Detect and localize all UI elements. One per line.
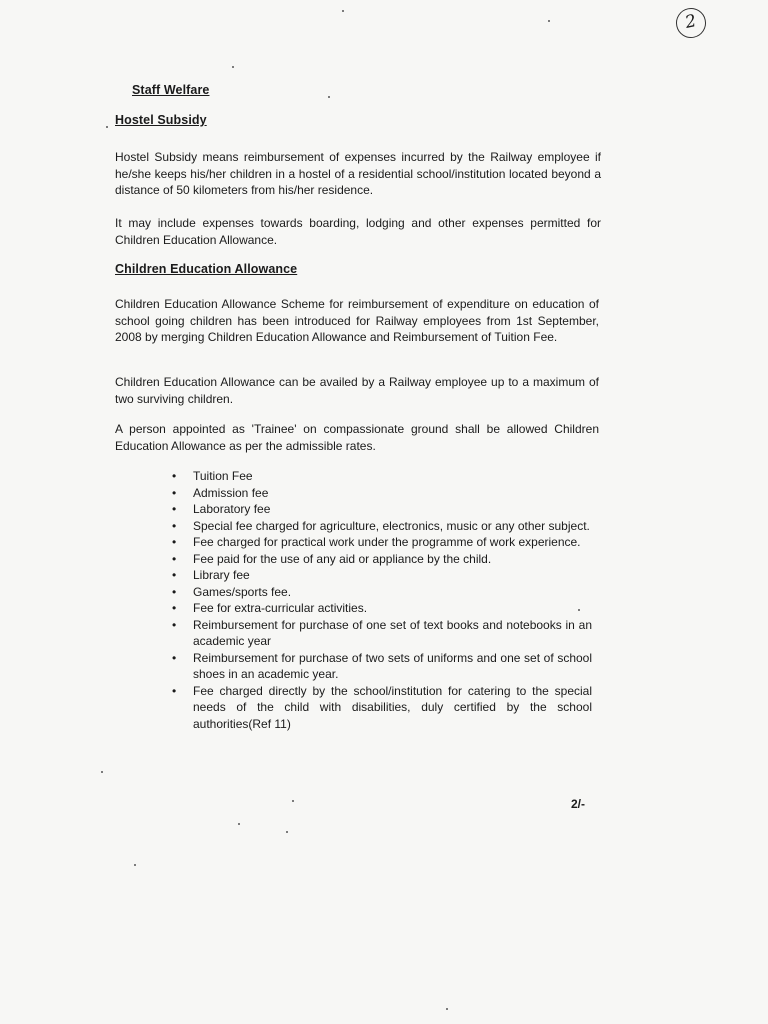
- cea-paragraph-3: A person appointed as 'Trainee' on compassionate ground shall be allowed Children Education Allowance as per the admissible rates.: [115, 422, 599, 453]
- list-item: • Reimbursement for purchase of two sets of uniforms and one set of school shoes in an academic year.: [172, 650, 592, 683]
- scan-speck: [101, 771, 103, 773]
- list-item: • Special fee charged for agriculture, electronics, music or any other subject.: [172, 518, 592, 535]
- scan-speck: [578, 609, 580, 611]
- scan-speck: [328, 96, 330, 98]
- hostel-subsidy-paragraph-2: It may include expenses towards boarding, lodging and other expenses permitted for Children Education Allowance.: [115, 216, 601, 247]
- scan-speck: [548, 20, 550, 22]
- list-item: • Library fee: [172, 567, 592, 584]
- list-item: • Fee charged directly by the school/institution for catering to the special needs of the child with disabilities, duly certified by the school authorities(Ref 11): [172, 683, 592, 733]
- cea-paragraph-1: Children Education Allowance Scheme for reimbursement of expenditure on education of school going children has been introduced for Railway employees from 1st September, 2008 by merging Children Education Allowance and Reimbursement of Tuition Fee.: [115, 297, 599, 344]
- scan-speck: [106, 126, 108, 128]
- list-item: • Admission fee: [172, 485, 592, 502]
- list-item: • Reimbursement for purchase of one set of text books and notebooks in an academic year: [172, 617, 592, 650]
- fee-items-list: [172, 468, 592, 732]
- scan-speck: [286, 831, 288, 833]
- hostel-subsidy-heading: Hostel Subsidy: [115, 113, 207, 127]
- scan-speck: [446, 1008, 448, 1010]
- continuation-marker: 2/-: [571, 797, 586, 811]
- list-item: • Fee for extra-curricular activities.: [172, 600, 592, 617]
- list-item: • Laboratory fee: [172, 501, 592, 518]
- scan-speck: [342, 10, 344, 12]
- scan-speck: [292, 800, 294, 802]
- list-item: • Fee paid for the use of any aid or appliance by the child.: [172, 551, 592, 568]
- list-item: • Tuition Fee: [172, 468, 592, 485]
- scan-speck: [134, 864, 136, 866]
- scan-speck: [232, 66, 234, 68]
- hostel-subsidy-paragraph-1: Hostel Subsidy means reimbursement of expenses incurred by the Railway employee if he/she keeps his/her children in a hostel of a residential school/institution located beyond a distance of 50 kilometers from his/her residence.: [115, 150, 601, 197]
- children-education-allowance-heading: Children Education Allowance: [115, 262, 298, 276]
- page-number-mark: 2: [673, 5, 709, 41]
- scan-speck: [238, 823, 240, 825]
- list-item: • Games/sports fee.: [172, 584, 592, 601]
- staff-welfare-heading: Staff Welfare: [132, 83, 210, 97]
- list-item: • Fee charged for practical work under the programme of work experience.: [172, 534, 592, 551]
- cea-paragraph-2: Children Education Allowance can be availed by a Railway employee up to a maximum of two surviving children.: [115, 375, 599, 406]
